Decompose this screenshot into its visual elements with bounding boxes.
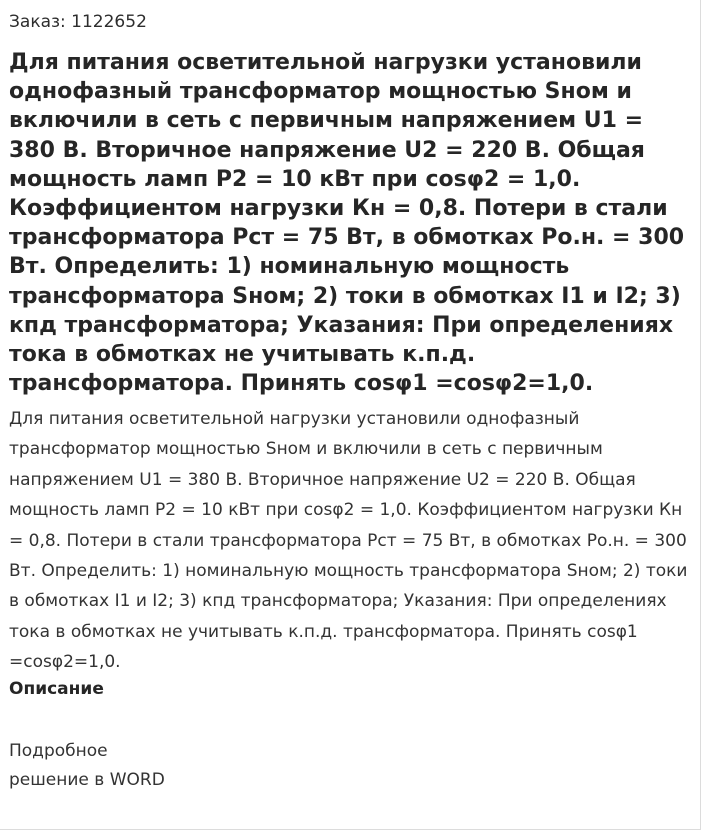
description-line: решение в WORD [9,769,165,790]
description-line: Подробное [9,741,108,761]
task-description: Для питания осветительной нагрузки установили однофазный трансформатор мощностью Sном и включили в сеть с первичным напряжением U1 = 380 В. Вторичное напряжение U2 = 220 В. Общая мощность ламп P2 = 10 кВт при cosφ2 = 1,0. Коэффициентом нагрузки Кн = 0,8. Потери в стали трансформатора Рст = 75 Вт, в обмотках Ро.н. = 300 Вт. Определить: 1) номинальную мощность трансформатора Sном; 2) токи в обмотках I1 и I2; 3) кпд трансформатора; Указания: При определениях тока в обмотках не учитывать к.п.д. трансформатора. Принять cosφ1 =cosφ2=1,0. [9,409,688,673]
description-heading: Описание [9,679,104,699]
task-title: Для питания осветительной нагрузки установили однофазный трансформатор мощностью Sном и включили в сеть с первичным напряжением U1 = 380 В. Вторичное напряжение U2 = 220 В. Общая мощность ламп P2 = 10 кВт при cosφ2 = 1,0. Коэффициентом нагрузки Кн = 0,8. Потери в стали трансформатора Рст = 75 Вт, в обмотках Ро.н. = 300 Вт. Определить: 1) номинальную мощность трансформатора Sном; 2) токи в обмотках I1 и I2; 3) кпд трансформатора; Указания: При определениях тока в обмотках не учитывать к.п.д. трансформатора. Принять cosφ1 =cosφ2=1,0. [9,50,685,397]
description-body [9,737,409,794]
order-number: Заказ: 1122652 [9,12,147,32]
